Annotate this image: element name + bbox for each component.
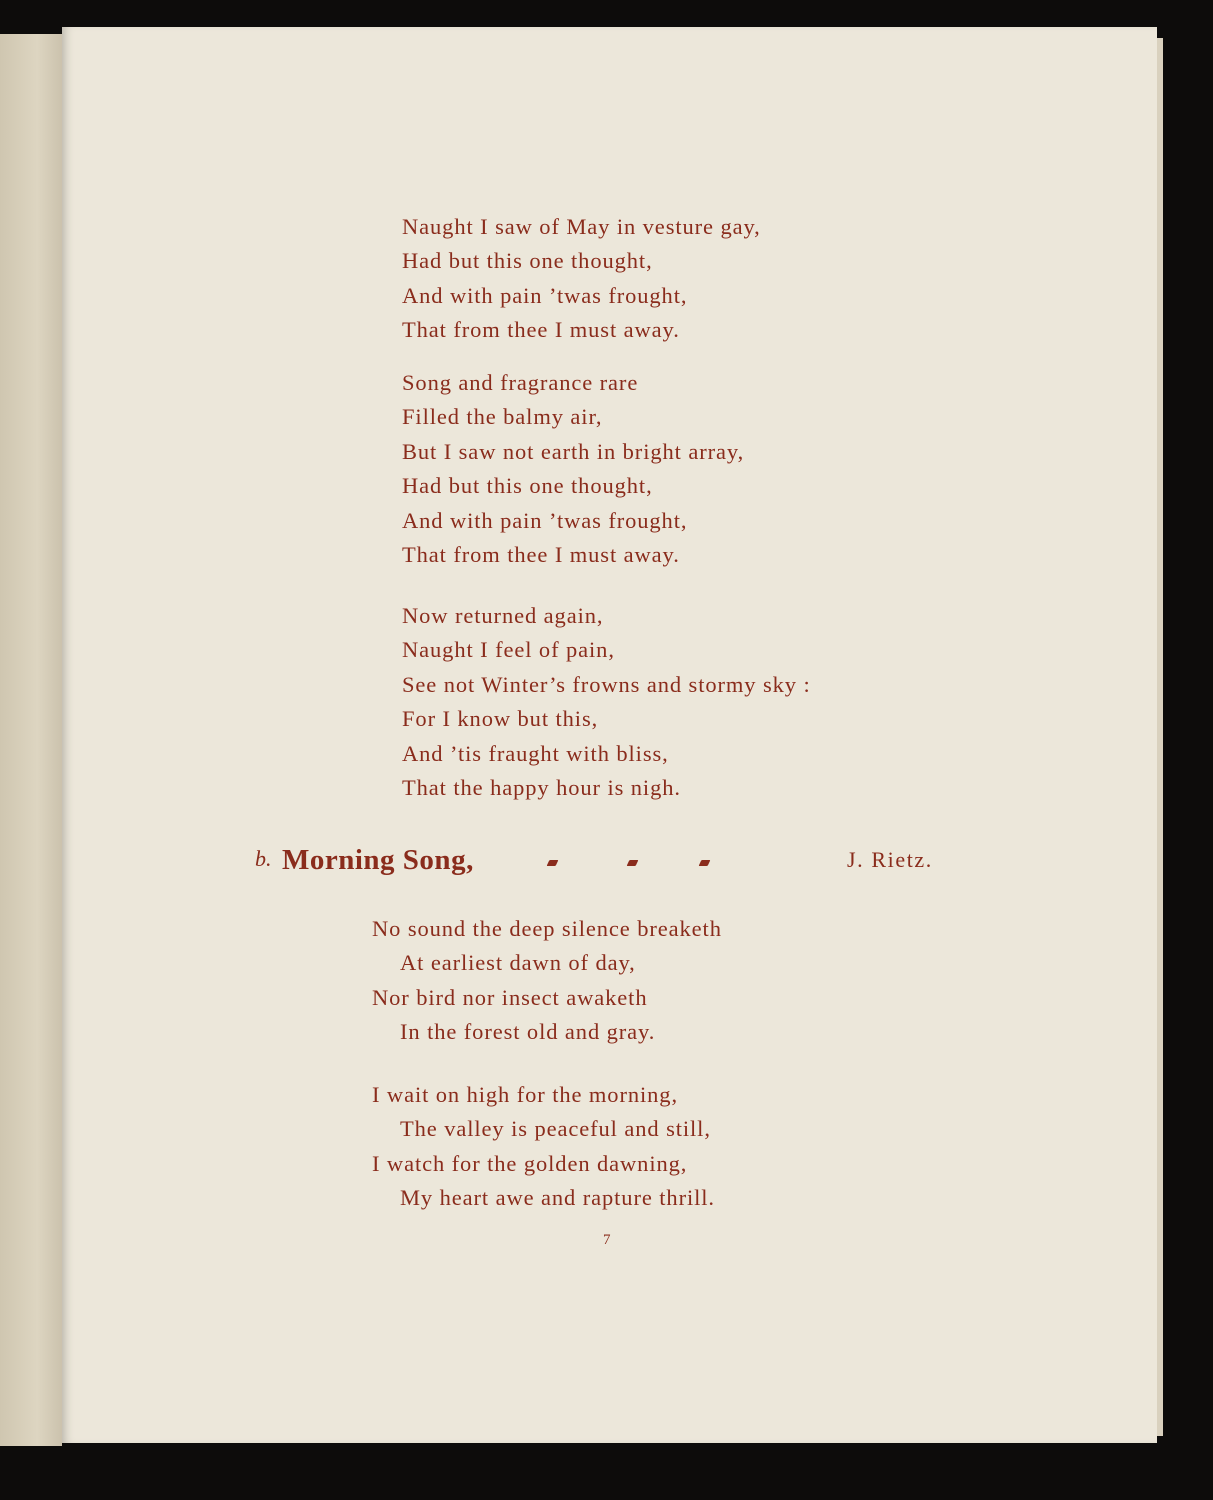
verse-line: The valley is peaceful and still,	[400, 1116, 711, 1142]
leader-dot	[547, 860, 559, 866]
verse-line: My heart awe and rapture thrill.	[400, 1185, 715, 1211]
verse-line: At earliest dawn of day,	[400, 950, 636, 976]
verse-line: Filled the balmy air,	[402, 404, 603, 430]
verse-4	[372, 912, 722, 1050]
page-stack-edge	[1157, 38, 1163, 1436]
verse-line: In the forest old and gray.	[400, 1019, 656, 1045]
verse-line: That from thee I must away.	[402, 317, 680, 343]
verse-line: For I know but this,	[402, 706, 599, 732]
verse-line: And with pain ’twas frought,	[402, 282, 688, 308]
song-title: Morning Song,	[282, 844, 474, 876]
verse-line: No sound the deep silence breaketh	[372, 916, 722, 941]
verse-line: I watch for the golden dawning,	[372, 1150, 688, 1176]
verse-2	[402, 366, 744, 572]
verse-line: I wait on high for the morning,	[372, 1082, 678, 1107]
page-number: 7	[603, 1232, 611, 1248]
verse-line: Now returned again,	[402, 603, 604, 628]
verse-5	[372, 1078, 715, 1216]
verse-line: Naught I feel of pain,	[402, 637, 615, 663]
verse-line: Had but this one thought,	[402, 248, 653, 274]
leader-dot	[627, 860, 639, 866]
song-heading	[255, 844, 975, 884]
leader-dot	[699, 860, 711, 866]
composer-name: J. Rietz.	[847, 847, 933, 872]
verse-line: See not Winter’s frowns and stormy sky :	[402, 671, 811, 697]
verse-line: Nor bird nor insect awaketh	[372, 984, 648, 1010]
song-letter: b.	[255, 846, 272, 871]
verse-line: But I saw not earth in bright array,	[402, 438, 745, 464]
verse-line: That from thee I must away.	[402, 541, 680, 567]
verse-line: Had but this one thought,	[402, 473, 653, 499]
verse-line: Song and fragrance rare	[402, 370, 639, 395]
verse-line: And with pain ’twas frought,	[402, 507, 688, 533]
verse-line: Naught I saw of May in vesture gay,	[402, 214, 761, 239]
verse-3	[402, 599, 811, 805]
facing-page-edge	[0, 34, 62, 1446]
verse-line: And ’tis fraught with bliss,	[402, 740, 669, 766]
verse-1	[402, 210, 761, 348]
verse-line: That the happy hour is nigh.	[402, 774, 681, 800]
